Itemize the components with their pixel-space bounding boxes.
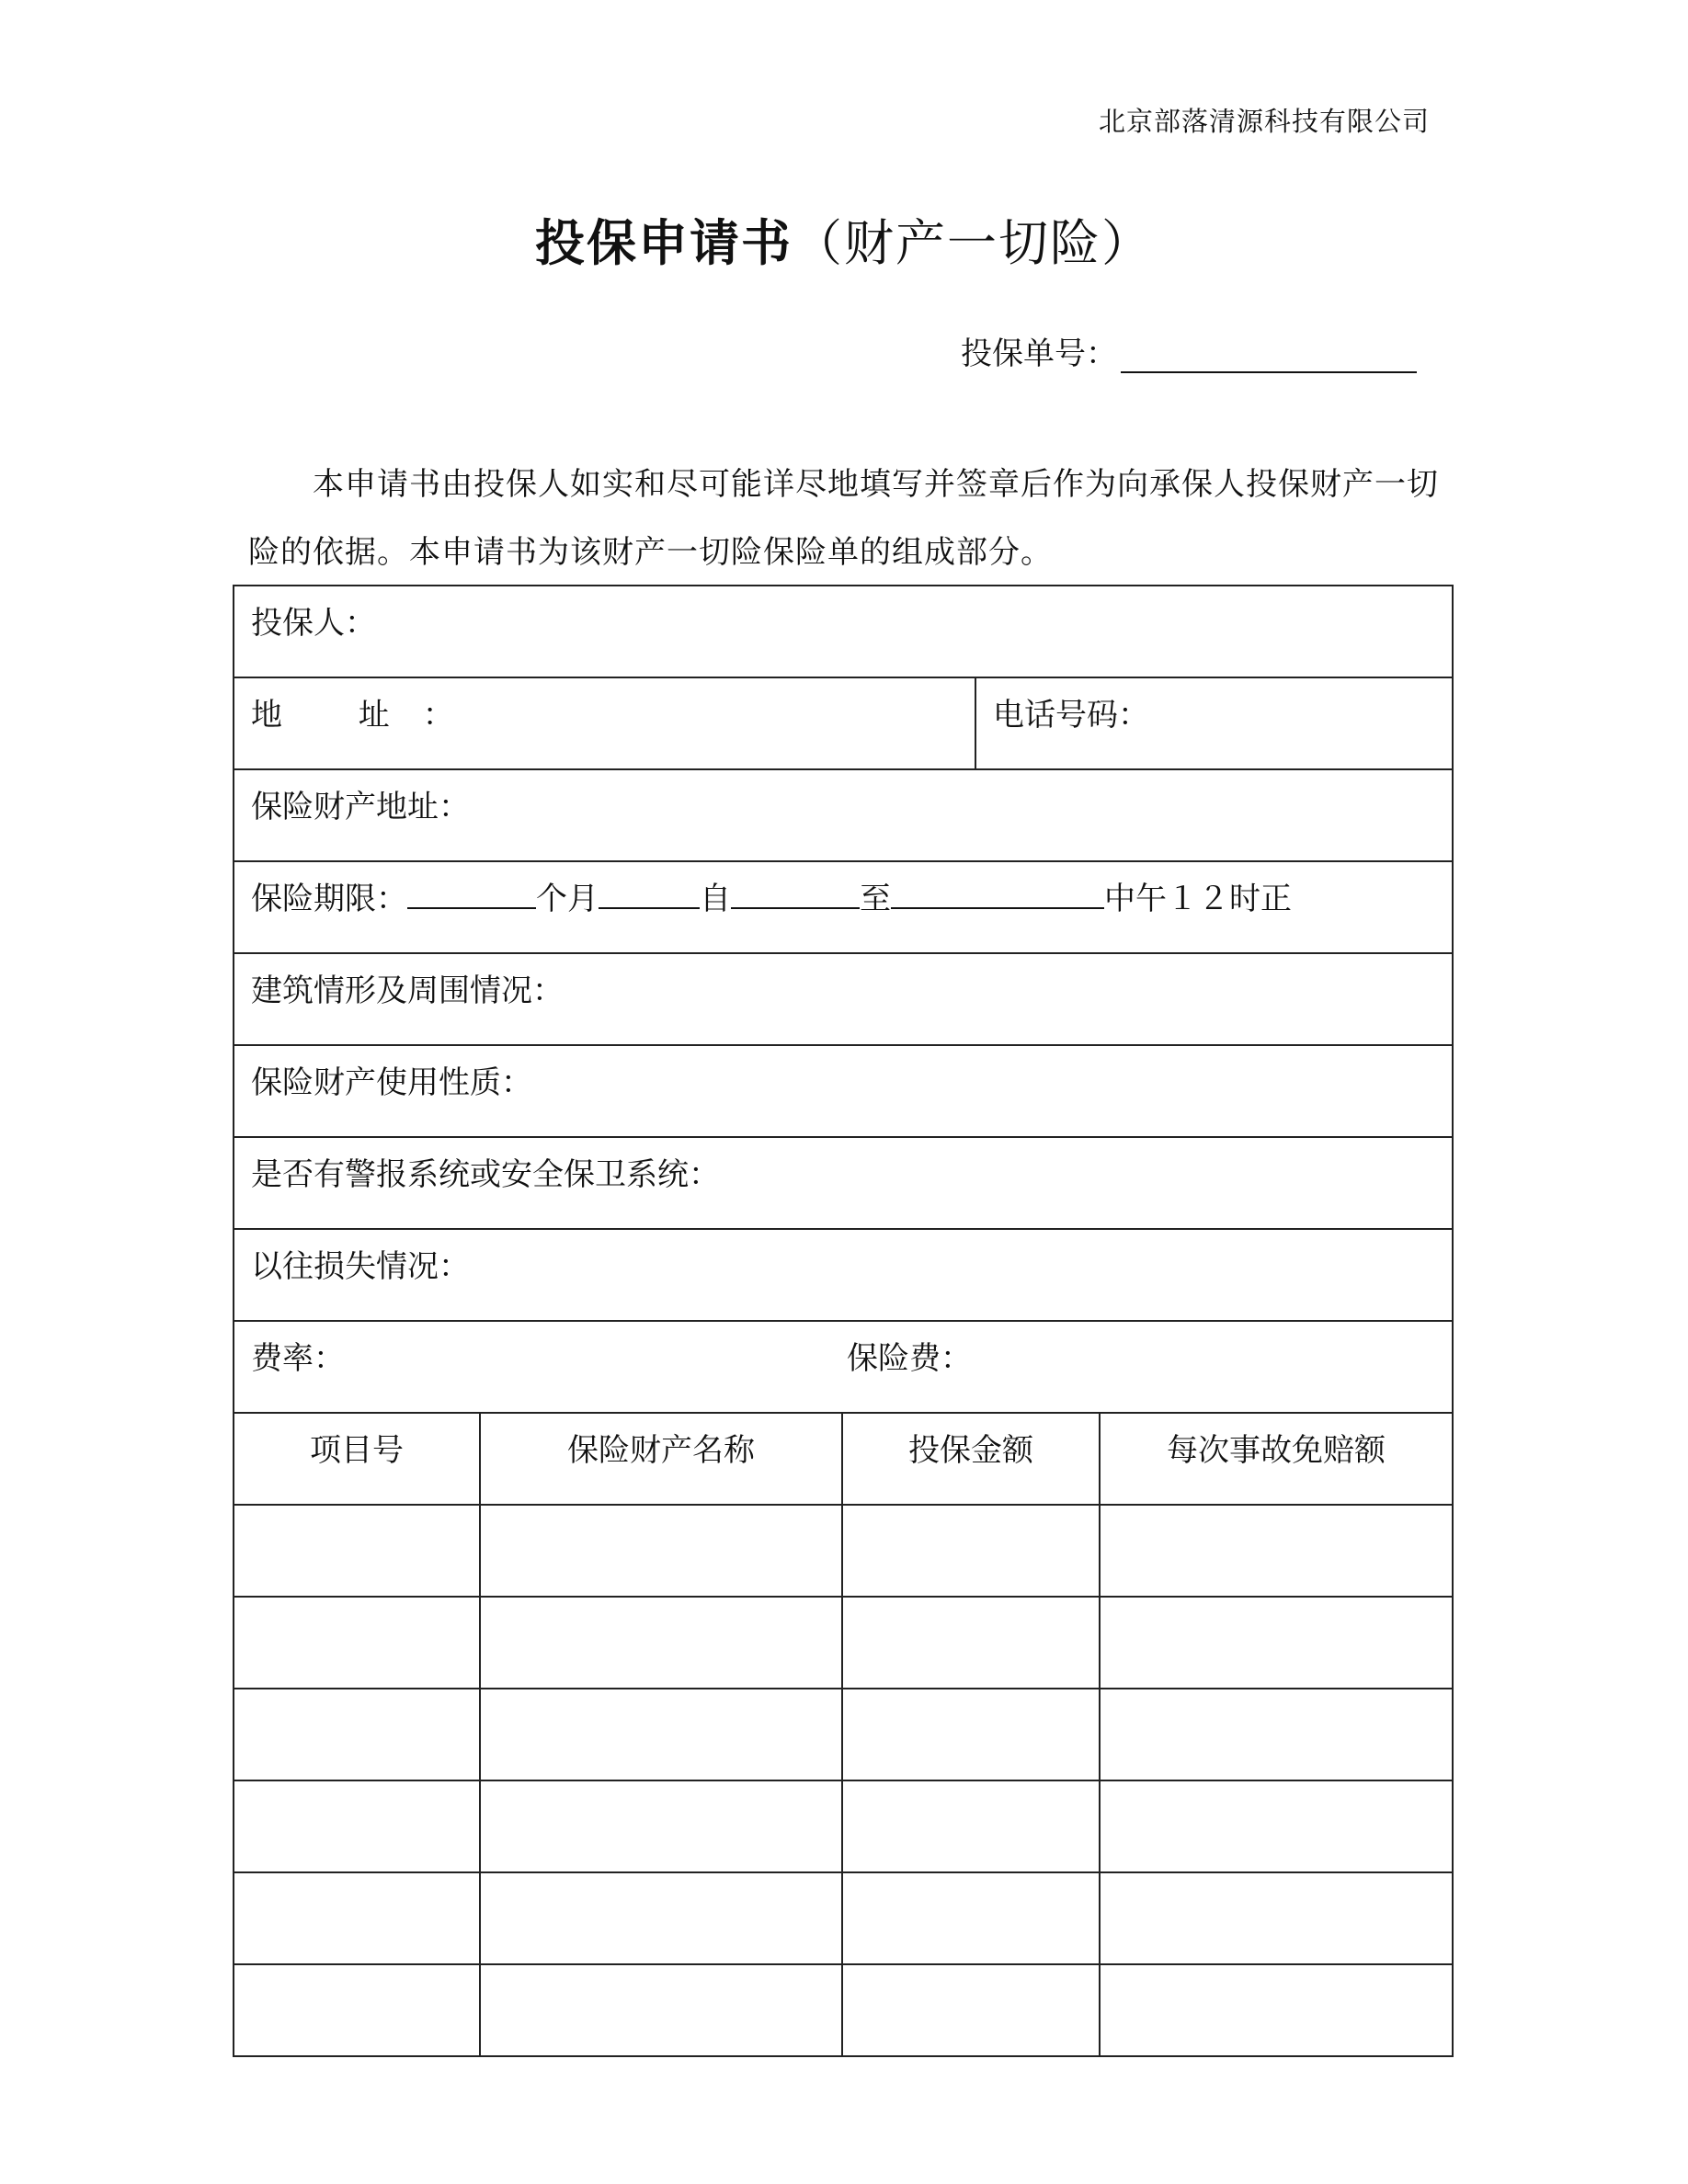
item-row — [234, 1780, 1453, 1872]
address-label: 地 址： — [251, 697, 487, 734]
header-item-no: 项目号 — [234, 1413, 480, 1505]
sum-insured-cell[interactable] — [842, 1780, 1100, 1872]
period-months-blank[interactable] — [407, 876, 536, 909]
period-months-extra-blank[interactable] — [599, 876, 700, 909]
title-sub: （财产一切险） — [793, 214, 1153, 272]
phone-field[interactable] — [975, 677, 1453, 769]
header-deductible: 每次事故免赔额 — [1100, 1413, 1453, 1505]
item-row — [234, 1689, 1453, 1780]
property-name-cell[interactable] — [480, 1964, 842, 2056]
building-field[interactable] — [234, 953, 1453, 1045]
alarm-row — [234, 1137, 1453, 1229]
policy-number-field[interactable] — [1121, 336, 1417, 373]
item-no-cell[interactable] — [234, 1872, 480, 1964]
rate-premium-row — [234, 1321, 1453, 1413]
loss-history-label: 以往损失情况： — [251, 1248, 470, 1285]
period-row — [234, 861, 1453, 953]
alarm-field[interactable] — [234, 1137, 1453, 1229]
insured-address-field[interactable] — [234, 769, 1453, 861]
usage-label: 保险财产使用性质： — [251, 1064, 532, 1101]
item-no-cell[interactable] — [234, 1780, 480, 1872]
deductible-cell[interactable] — [1100, 1689, 1453, 1780]
period-from-label: 自 — [700, 881, 731, 917]
deductible-cell[interactable] — [1100, 1872, 1453, 1964]
deductible-cell[interactable] — [1100, 1964, 1453, 2056]
loss-history-row — [234, 1229, 1453, 1321]
item-row — [234, 1505, 1453, 1597]
item-no-cell[interactable] — [234, 1505, 480, 1597]
company-name: 北京部落清源科技有限公司 — [1098, 106, 1430, 137]
item-no-cell[interactable] — [234, 1964, 480, 2056]
deductible-cell[interactable] — [1100, 1505, 1453, 1597]
item-no-cell[interactable] — [234, 1689, 480, 1780]
item-row — [234, 1872, 1453, 1964]
alarm-label: 是否有警报系统或安全保卫系统： — [251, 1156, 720, 1193]
building-row — [234, 953, 1453, 1045]
usage-field[interactable] — [234, 1045, 1453, 1137]
item-row — [234, 1964, 1453, 2056]
sum-insured-cell[interactable] — [842, 1964, 1100, 2056]
applicant-field[interactable] — [234, 586, 1453, 677]
applicant-label: 投保人： — [251, 605, 376, 642]
document-title — [0, 204, 1688, 275]
policy-number-label: 投保单号： — [961, 336, 1117, 372]
rate-premium-field[interactable] — [234, 1321, 1453, 1413]
property-name-cell[interactable] — [480, 1872, 842, 1964]
item-no-cell[interactable] — [234, 1597, 480, 1689]
title-main: 投保申请书 — [535, 214, 793, 272]
address-row — [234, 677, 1453, 769]
period-suffix: 中午１２时正 — [1104, 881, 1292, 917]
header-property-name: 保险财产名称 — [480, 1413, 842, 1505]
property-name-cell[interactable] — [480, 1597, 842, 1689]
property-name-cell[interactable] — [480, 1689, 842, 1780]
loss-history-field[interactable] — [234, 1229, 1453, 1321]
address-field[interactable] — [234, 677, 975, 769]
sum-insured-cell[interactable] — [842, 1872, 1100, 1964]
policy-number — [961, 328, 1417, 373]
period-to-blank[interactable] — [891, 876, 1104, 909]
period-field[interactable] — [234, 861, 1453, 953]
applicant-row — [234, 586, 1453, 677]
application-form-table — [233, 585, 1454, 2057]
deductible-cell[interactable] — [1100, 1597, 1453, 1689]
insured-address-row — [234, 769, 1453, 861]
item-row — [234, 1597, 1453, 1689]
rate-label: 费率： — [251, 1340, 345, 1377]
premium-label: 保险费： — [847, 1340, 972, 1377]
property-name-cell[interactable] — [480, 1780, 842, 1872]
phone-label: 电话号码： — [993, 697, 1149, 734]
period-months-unit: 个月 — [536, 881, 599, 917]
sum-insured-cell[interactable] — [842, 1597, 1100, 1689]
deductible-cell[interactable] — [1100, 1780, 1453, 1872]
sum-insured-cell[interactable] — [842, 1505, 1100, 1597]
usage-row — [234, 1045, 1453, 1137]
period-from-blank[interactable] — [731, 876, 860, 909]
items-header-row — [234, 1413, 1453, 1505]
insured-address-label: 保险财产地址： — [251, 789, 470, 825]
sum-insured-cell[interactable] — [842, 1689, 1100, 1780]
building-label: 建筑情形及周围情况： — [251, 973, 564, 1009]
property-name-cell[interactable] — [480, 1505, 842, 1597]
intro-paragraph: 本申请书由投保人如实和尽可能详尽地填写并签章后作为向承保人投保财产一切险的依据。本申请书为该财产一切险保险单的组成部分。 — [248, 466, 1439, 571]
header-sum-insured: 投保金额 — [842, 1413, 1100, 1505]
period-to-label: 至 — [860, 881, 891, 917]
period-label: 保险期限： — [251, 881, 407, 917]
